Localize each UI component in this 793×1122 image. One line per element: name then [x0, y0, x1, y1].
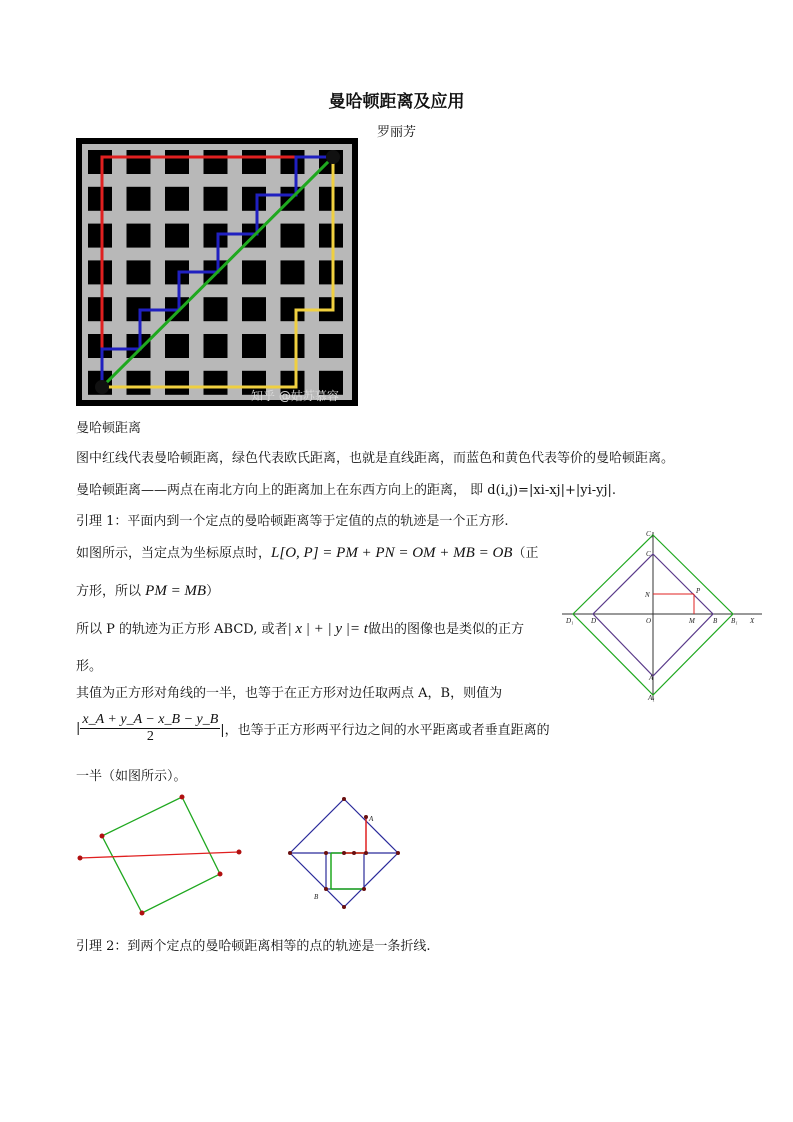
label-x: X	[750, 617, 755, 625]
grid-block	[281, 150, 305, 174]
grid-block	[127, 224, 151, 248]
grid-block	[127, 371, 151, 395]
start-point	[95, 380, 109, 394]
paragraph-6: 形。	[76, 659, 103, 674]
grid-block	[165, 334, 189, 358]
label-a: A	[649, 674, 654, 682]
p8-tail: |，也等于正方形两平行边之间的水平距离或者垂直距离的	[220, 723, 550, 738]
grid-block	[165, 224, 189, 248]
label-d: D	[591, 617, 597, 625]
grid-block	[88, 224, 112, 248]
grid-block	[242, 187, 266, 211]
grid-block	[319, 187, 343, 211]
grid-block	[242, 334, 266, 358]
grid-block	[242, 297, 266, 321]
square-locus-figure	[557, 530, 765, 702]
grid-block	[319, 334, 343, 358]
grid-block	[165, 150, 189, 174]
grid-block	[88, 187, 112, 211]
paragraph-4	[76, 580, 219, 600]
lemma-1: 引理 1：平面内到一个定点的曼哈顿距离等于定值的点的轨迹是一个正方形.	[76, 514, 509, 529]
grid-block	[204, 150, 228, 174]
p4-tail: ）	[206, 584, 220, 599]
label-b: B	[713, 617, 718, 625]
p5-formula: | x | + | y |= t	[287, 621, 368, 637]
label-m: M	[689, 617, 695, 625]
fraction	[80, 712, 220, 745]
label-b1: B₁	[731, 617, 738, 625]
label-b: B	[314, 893, 319, 901]
grid-block	[204, 371, 228, 395]
fraction-numerator: x_A + y_A − x_B − y_B	[82, 712, 219, 727]
lemma-2: 引理 2：到两个定点的曼哈顿距离相等的点的轨迹是一条折线.	[76, 939, 431, 954]
paragraph-5	[76, 618, 524, 638]
page-title: 曼哈顿距离及应用	[328, 92, 465, 112]
grid-block	[127, 260, 151, 284]
label-c1: C₁	[646, 530, 654, 538]
grid-block	[88, 334, 112, 358]
grid-block	[127, 150, 151, 174]
figure-caption: 曼哈顿距离	[76, 421, 142, 436]
p5-text: 所以 P 的轨迹为正方形 ABCD, 或者	[76, 622, 288, 637]
label-d1: D₁	[566, 617, 574, 625]
label-c: C	[646, 550, 651, 558]
p4-formula: PM = MB	[145, 583, 207, 599]
label-a: A	[369, 815, 374, 823]
watermark: 知乎 @姑苏慕容	[251, 389, 339, 403]
grid-block	[319, 224, 343, 248]
grid-block	[165, 187, 189, 211]
grid-block	[165, 371, 189, 395]
grid-block	[204, 297, 228, 321]
p3-formula: L[O, P] = PM + PN = OM + MB = OB	[271, 545, 513, 561]
paragraph-3	[76, 542, 538, 562]
p3-tail: （正	[512, 546, 539, 561]
p4-text: 方形，所以	[76, 584, 142, 599]
grid-block	[127, 187, 151, 211]
diamond-distance-figure	[284, 795, 406, 913]
grid-block	[204, 224, 228, 248]
grid-block	[242, 150, 266, 174]
manhattan-grid-figure	[76, 138, 358, 406]
grid-block	[281, 260, 305, 284]
end-point	[326, 150, 340, 164]
paragraph-2: 曼哈顿距离——两点在南北方向上的距离加上在东西方向上的距离， 即 d(i,j)=|xi-xj|+|yi-yj|.	[76, 483, 617, 498]
paragraph-9: 一半（如图所示）。	[76, 769, 187, 784]
p5-tail: 做出的图像也是类似的正方	[367, 622, 524, 637]
grid-block	[204, 334, 228, 358]
p3-text: 如图所示，当定点为坐标原点时，	[76, 546, 272, 561]
author: 罗丽芳	[376, 125, 416, 140]
label-p: P	[696, 587, 701, 595]
fraction-denominator: 2	[146, 729, 154, 744]
grid-block	[88, 297, 112, 321]
paragraph-8: | $\frac{x\_A + y\_A - x\_B - y\_B}{2}$ |，也等于正方形两平行边之间的水平距离或者垂直距离的	[76, 712, 550, 744]
grid-block	[281, 224, 305, 248]
grid-block	[88, 150, 112, 174]
paragraph-7: 其值为正方形对角线的一半，也等于在正方形对边任取两点 A，B，则值为	[76, 686, 503, 701]
paragraph-1: 图中红线代表曼哈顿距离，绿色代表欧氏距离，也就是直线距离，而蓝色和黄色代表等价的曼哈顿距离。	[76, 451, 675, 466]
grid-block	[204, 187, 228, 211]
grid-block	[88, 260, 112, 284]
grid-block	[242, 260, 266, 284]
grid-block	[319, 260, 343, 284]
grid-block	[281, 334, 305, 358]
quadrilateral-figure	[72, 790, 247, 920]
label-a1: A₁	[648, 694, 655, 702]
label-o: O	[646, 617, 652, 625]
label-n: N	[645, 591, 650, 599]
